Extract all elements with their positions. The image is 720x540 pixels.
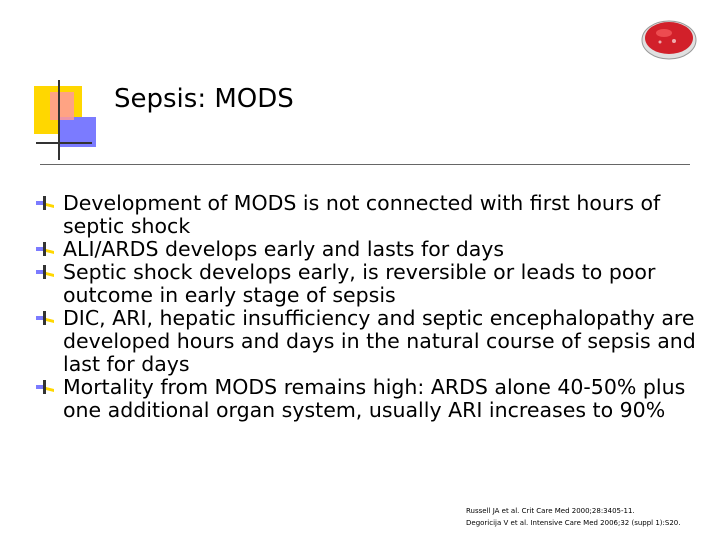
title-divider: [40, 164, 690, 165]
bullet-icon: [36, 265, 54, 279]
list-item: [36, 307, 700, 376]
list-item: [36, 261, 700, 307]
logo-square-red: [50, 92, 74, 120]
page-title: Sepsis: MODS: [114, 84, 294, 114]
list-item: [36, 192, 700, 238]
logo-vertical-line: [58, 80, 60, 160]
list-item: [36, 238, 700, 261]
logo-horizontal-line: [36, 142, 92, 144]
reference-line: Russell JA et al. Crit Care Med 2000;28:3405-11.: [466, 507, 635, 515]
bullet-text: DIC, ARI, hepatic insufficiency and septic encephalopathy are developed hours and days in the natural course of sepsis and last for days: [63, 306, 696, 376]
bullet-icon: [36, 196, 54, 210]
bullet-text: Septic shock develops early, is reversible or leads to poor outcome in early stage of sepsis: [63, 260, 656, 307]
list-item: [36, 376, 700, 422]
references: [466, 505, 680, 529]
reference-line: Degoricija V et al. Intensive Care Med 2006;32 (suppl 1):S20.: [466, 519, 681, 527]
petri-dish-icon: [640, 14, 698, 62]
bullet-text: Development of MODS is not connected with first hours of septic shock: [63, 191, 661, 238]
bullet-icon: [36, 311, 54, 325]
bullet-text: ALI/ARDS develops early and lasts for days: [63, 237, 505, 261]
bullet-icon: [36, 380, 54, 394]
bullet-icon: [36, 242, 54, 256]
bullet-text: Mortality from MODS remains high: ARDS alone 40-50% plus one additional organ system, usually ARI increases to 90%: [63, 375, 686, 422]
bullet-list: [36, 192, 700, 422]
